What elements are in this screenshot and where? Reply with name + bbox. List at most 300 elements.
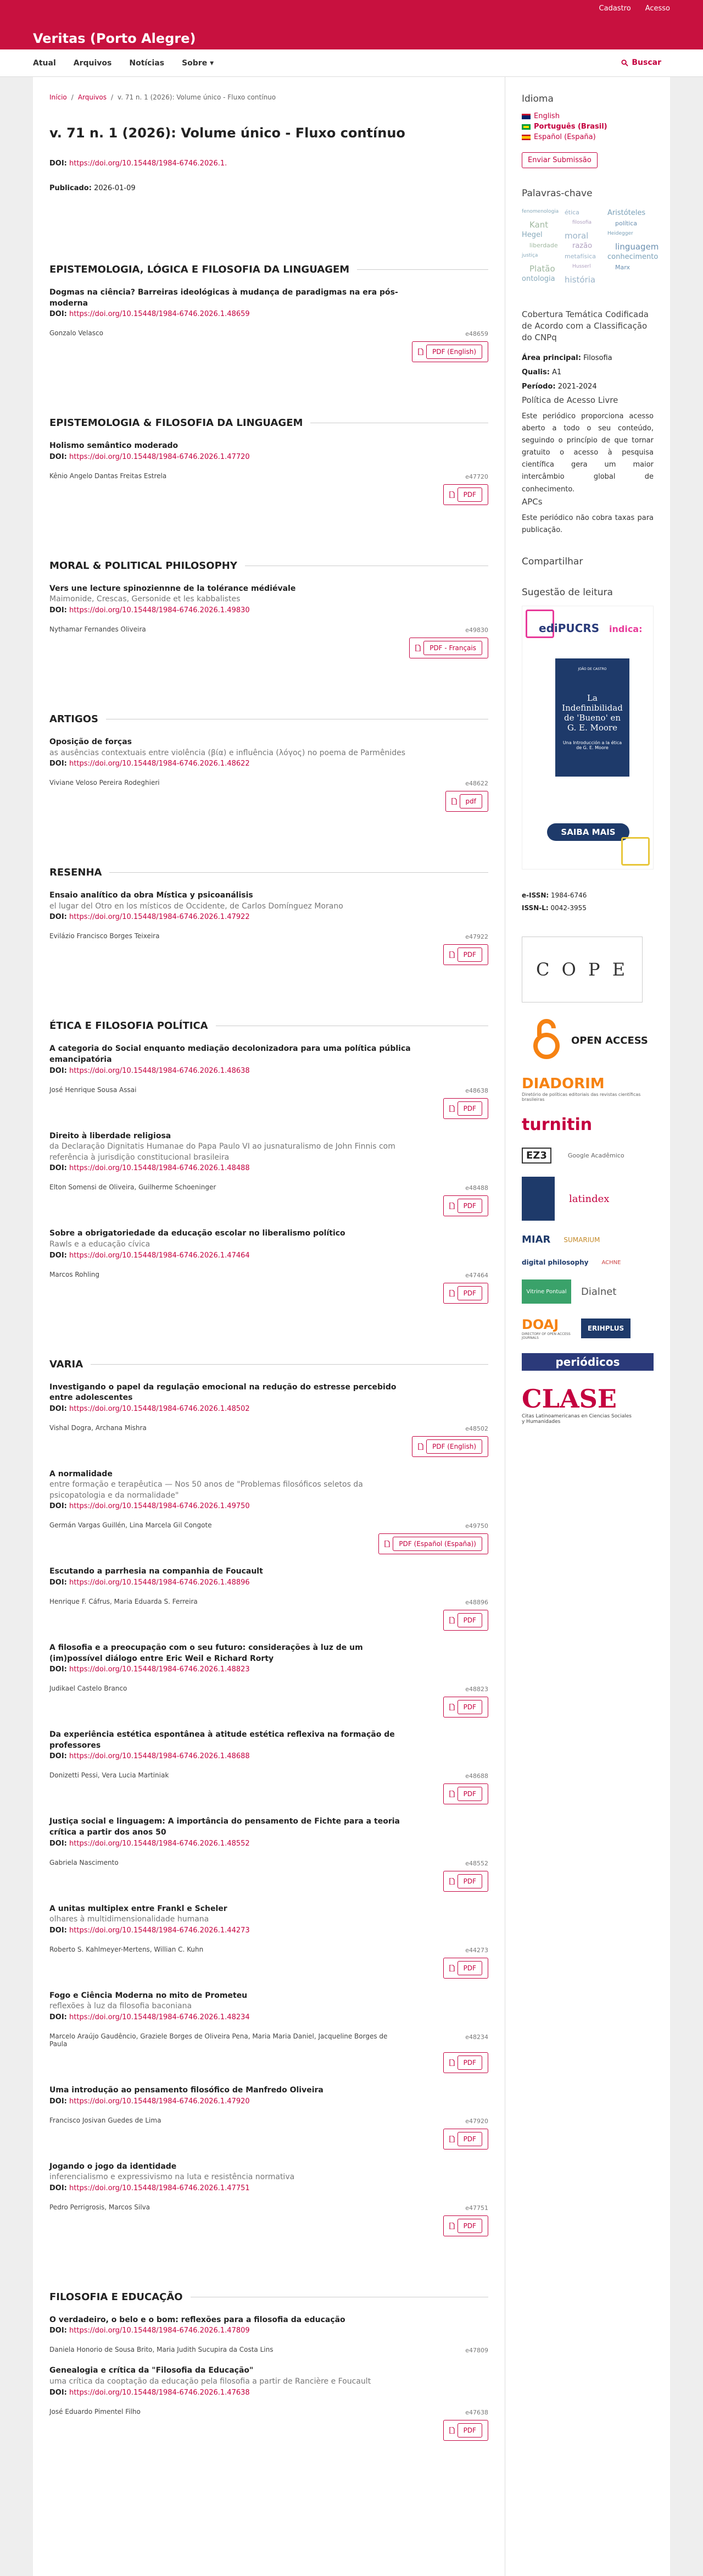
article-item bbox=[49, 1643, 488, 1718]
article-title[interactable]: Escutando a parrhesia na companhia de Foucault bbox=[49, 1567, 263, 1576]
toc-section bbox=[49, 417, 488, 505]
pdf-galley-button[interactable] bbox=[443, 944, 488, 965]
login-link[interactable]: Acesso bbox=[645, 4, 670, 13]
cnpq-list bbox=[522, 351, 654, 394]
article-pages: e47922 bbox=[465, 933, 488, 941]
article-doi-link[interactable]: https://doi.org/10.15448/1984-6746.2026.1.49750 bbox=[69, 1502, 250, 1511]
doi-label: DOI: bbox=[49, 2013, 67, 2021]
breadcrumb-home[interactable]: Início bbox=[49, 93, 67, 101]
article-pages: e48823 bbox=[465, 1686, 488, 1693]
article-authors: José Henrique Sousa Assai bbox=[49, 1085, 137, 1094]
doi-label: DOI: bbox=[49, 2184, 67, 2192]
pdf-galley-button[interactable] bbox=[443, 1871, 488, 1892]
article-pages: e48502 bbox=[465, 1425, 488, 1432]
article-doi bbox=[49, 1405, 488, 1413]
article-title[interactable]: A categoria do Social enquanto mediação decolonizadora para uma política pública emancipatória bbox=[49, 1044, 411, 1064]
section-heading bbox=[49, 560, 488, 572]
article-doi bbox=[49, 310, 488, 318]
book-cover bbox=[555, 658, 629, 777]
cnpq-key: Qualis: bbox=[522, 368, 550, 376]
galley-label: PDF bbox=[457, 1101, 482, 1116]
article-authors: Evilázio Francisco Borges Teixeira bbox=[49, 932, 160, 940]
article-item bbox=[49, 1904, 488, 1979]
doi-label: DOI: bbox=[49, 159, 67, 168]
article-doi-link[interactable]: https://doi.org/10.15448/1984-6746.2026.1.47720 bbox=[69, 452, 250, 461]
keyword-tag[interactable]: liberdade bbox=[529, 242, 558, 249]
article-title[interactable]: Uma introdução ao pensamento filosófico de Manfredo Oliveira bbox=[49, 2086, 323, 2095]
article-doi-link[interactable]: https://doi.org/10.15448/1984-6746.2026.1.48823 bbox=[69, 1665, 250, 1674]
breadcrumb-current: v. 71 n. 1 (2026): Volume único - Fluxo contínuo bbox=[118, 93, 276, 101]
section-title: ÉTICA E FILOSOFIA POLÍTICA bbox=[49, 1020, 208, 1032]
pdf-galley-button[interactable] bbox=[443, 2215, 488, 2236]
cnpq-value: A1 bbox=[552, 368, 562, 376]
doi-label: DOI: bbox=[49, 1665, 67, 1674]
book-ad[interactable] bbox=[522, 606, 654, 869]
article-pages: e48659 bbox=[465, 330, 488, 338]
article-doi bbox=[49, 1840, 488, 1848]
doi-label: DOI: bbox=[49, 606, 67, 614]
keyword-tag[interactable]: Kant bbox=[529, 220, 549, 230]
article-item bbox=[49, 890, 488, 965]
article-pages: e47464 bbox=[465, 1271, 488, 1279]
diadorim-logo[interactable]: DIADORIM Diretório de políticas editoriais das revistas científicas brasileiras bbox=[522, 1076, 641, 1103]
galley-label: PDF bbox=[457, 1286, 482, 1300]
article-doi-link[interactable]: https://doi.org/10.15448/1984-6746.2026.1.47751 bbox=[69, 2184, 250, 2192]
article-doi bbox=[49, 453, 488, 461]
article-authors: Kênio Angelo Dantas Freitas Estrela bbox=[49, 472, 167, 480]
turnitin-logo[interactable]: turnitin bbox=[522, 1115, 593, 1135]
article-item bbox=[49, 584, 488, 658]
article-subtitle: olhares à multidimensionalidade humana bbox=[49, 1915, 209, 1924]
article-doi bbox=[49, 913, 488, 921]
article-doi-link[interactable]: https://doi.org/10.15448/1984-6746.2026.1.47638 bbox=[69, 2388, 250, 2397]
section-heading bbox=[49, 867, 488, 878]
article-doi-link[interactable]: https://doi.org/10.15448/1984-6746.2026.1.48688 bbox=[69, 1752, 250, 1761]
published-label: Publicado: bbox=[49, 184, 92, 192]
article-title[interactable]: Justiça social e linguagem: A importância do pensamento de Fichte para a teoria crítica a partir dos anos 50 bbox=[49, 1817, 400, 1837]
article-doi bbox=[49, 1502, 488, 1510]
sidebar bbox=[505, 77, 670, 2576]
keyword-tag[interactable]: metafísica bbox=[565, 253, 596, 260]
article-subtitle: el lugar del Otro en los místicos de Occidente, de Carlos Domínguez Morano bbox=[49, 901, 343, 911]
article-authors: Pedro Perrigrosis, Marcos Silva bbox=[49, 2203, 150, 2211]
toc-section bbox=[49, 560, 488, 658]
periodicos-logo[interactable]: periódicos bbox=[522, 1353, 654, 1371]
site-title[interactable]: Veritas (Porto Alegre) bbox=[33, 31, 196, 46]
open-access-icon bbox=[522, 1018, 571, 1062]
page-container bbox=[33, 77, 670, 2576]
section-heading bbox=[49, 713, 488, 725]
article-item bbox=[49, 1991, 488, 2073]
section-heading bbox=[49, 264, 488, 275]
keyword-tag[interactable]: Hegel bbox=[522, 231, 543, 239]
article-doi bbox=[49, 1926, 488, 1935]
article-item bbox=[49, 441, 488, 505]
article-doi bbox=[49, 606, 488, 614]
section-rule bbox=[91, 1364, 488, 1365]
article-doi bbox=[49, 2013, 488, 2021]
galley-label: PDF (English) bbox=[426, 345, 482, 359]
doi-label: DOI: bbox=[49, 1404, 67, 1413]
article-pages: e48638 bbox=[465, 1087, 488, 1094]
article-authors: Vishal Dogra, Archana Mishra bbox=[49, 1423, 147, 1432]
book-subtitle: Una Introducción a la ética de G. E. Moore bbox=[562, 740, 622, 750]
book-title: La Indefinibilidad de 'Bueno' en G. E. Moore bbox=[562, 693, 623, 733]
site-header bbox=[0, 0, 703, 49]
pdf-galley-button[interactable] bbox=[443, 1098, 488, 1119]
galley-label: PDF (English) bbox=[426, 1439, 482, 1454]
article-item bbox=[49, 1228, 488, 1303]
keyword-tag[interactable]: moral bbox=[565, 231, 589, 241]
submit-button[interactable]: Enviar Submissão bbox=[522, 152, 598, 168]
article-doi bbox=[49, 1752, 488, 1760]
article-item bbox=[49, 2162, 488, 2236]
table-of-contents bbox=[49, 264, 488, 2441]
article-pages: e48234 bbox=[465, 2034, 488, 2041]
article-authors: Germán Vargas Guillén, Lina Marcela Gil Congote bbox=[49, 1521, 212, 1530]
ez3-google-logos[interactable]: EZ3 Google Acadêmico bbox=[522, 1148, 654, 1164]
doi-label: DOI: bbox=[49, 2097, 67, 2106]
primary-nav bbox=[0, 49, 703, 77]
doi-label: DOI: bbox=[49, 760, 67, 768]
keyword-tag[interactable]: história bbox=[565, 275, 596, 285]
article-title[interactable]: A normalidade bbox=[49, 1469, 113, 1478]
ad-tag: indica: bbox=[609, 623, 643, 634]
cope-logo[interactable]: C O P E bbox=[522, 934, 654, 1005]
pdf-galley-button[interactable] bbox=[378, 1533, 488, 1554]
pdf-galley-button[interactable] bbox=[445, 791, 488, 812]
doi-label: DOI: bbox=[49, 2326, 67, 2335]
toc-section bbox=[49, 1020, 488, 1303]
article-authors: Gabriela Nascimento bbox=[49, 1858, 119, 1866]
lang-portuguese[interactable]: Português (Brasil) bbox=[522, 123, 654, 131]
article-subtitle: as ausências contextuais entre violência (βία) e influência (λόγος) no poema de Parmênides bbox=[49, 748, 406, 757]
article-title[interactable]: Sobre a obrigatoriedade da educação escolar no liberalismo político bbox=[49, 1229, 345, 1238]
keyword-tag[interactable]: ética bbox=[565, 209, 579, 216]
file-pdf-icon bbox=[449, 951, 455, 958]
pdf-galley-button[interactable] bbox=[443, 2129, 488, 2150]
section-heading bbox=[49, 1020, 488, 1032]
pdf-galley-button[interactable] bbox=[443, 2420, 488, 2441]
spain-flag-icon bbox=[522, 135, 531, 140]
doi-label: DOI: bbox=[49, 1502, 67, 1511]
keyword-tag[interactable]: Husserl bbox=[572, 264, 591, 269]
article-authors: Francisco Josivan Guedes de Lima bbox=[49, 2116, 161, 2124]
article-doi-link[interactable]: https://doi.org/10.15448/1984-6746.2026.1.48896 bbox=[69, 1578, 250, 1587]
article-pages: e47809 bbox=[465, 2347, 488, 2355]
galley-label: PDF bbox=[457, 1874, 482, 1888]
article-title[interactable]: O verdadeiro, o belo e o bom: reflexões para a filosofia da educação bbox=[49, 2315, 345, 2324]
article-subtitle: entre formação e terapêutica — Nos 50 anos de "Problemas filosóficos seletos da psicopatologia e da normalidade" bbox=[49, 1480, 363, 1500]
pdf-galley-button[interactable] bbox=[443, 1697, 488, 1718]
file-pdf-icon bbox=[449, 1704, 455, 1710]
article-doi bbox=[49, 1251, 488, 1260]
article-pages: e48688 bbox=[465, 1772, 488, 1780]
suggestion-title: Sugestão de leitura bbox=[522, 586, 613, 598]
article-title[interactable]: A filosofia e a preocupação com o seu futuro: considerações à luz de um (im)possível diálogo entre Eric Weil e Richard Rorty bbox=[49, 1643, 363, 1663]
galley-label: PDF - Français bbox=[423, 641, 482, 655]
article-doi-link[interactable]: https://doi.org/10.15448/1984-6746.2026.1.47809 bbox=[69, 2326, 250, 2335]
article-item bbox=[49, 1469, 488, 1555]
article-pages: e47751 bbox=[465, 2204, 488, 2212]
section-heading bbox=[49, 1359, 488, 1370]
lang-english[interactable]: English bbox=[522, 112, 654, 120]
article-doi bbox=[49, 2326, 488, 2335]
brazil-flag-icon bbox=[522, 124, 531, 130]
article-subtitle: reflexões à luz da filosofia baconiana bbox=[49, 2002, 192, 2011]
article-authors: Marcelo Araújo Gaudêncio, Graziele Borges de Oliveira Pena, Maria Maria Daniel, Jacqueline Borges de Paula bbox=[49, 2032, 388, 2048]
keyword-tag[interactable]: ontologia bbox=[522, 275, 555, 283]
article-title[interactable]: Direito à liberdade religiosa bbox=[49, 1131, 171, 1140]
galley-label: PDF bbox=[457, 2423, 482, 2437]
article-title[interactable]: Investigando o papel da regulação emocional na redução do estresse percebido entre adolescentes bbox=[49, 1382, 397, 1403]
toc-section bbox=[49, 2291, 488, 2441]
issue-doi bbox=[49, 159, 488, 168]
pdf-galley-button[interactable] bbox=[443, 1958, 488, 1979]
article-subtitle: da Declaração Dignitatis Humanae do Papa Paulo VI ao jusnaturalismo de John Finnis com referência à jurisdição constitucional brasileira bbox=[49, 1142, 395, 1162]
register-link[interactable]: Cadastro bbox=[599, 4, 631, 13]
lang-spanish[interactable]: Español (España) bbox=[522, 133, 654, 141]
article-pages: e49830 bbox=[465, 626, 488, 634]
galley-label: pdf bbox=[460, 794, 482, 808]
article-authors: Elton Somensi de Oliveira, Guilherme Schoeninger bbox=[49, 1183, 216, 1192]
published-date: 2026-01-09 bbox=[94, 184, 136, 192]
article-doi-link[interactable]: https://doi.org/10.15448/1984-6746.2026.1.48622 bbox=[69, 760, 250, 768]
article-doi-link[interactable]: https://doi.org/10.15448/1984-6746.2026.1.48552 bbox=[69, 1839, 250, 1848]
article-title[interactable]: Ensaio analítico da obra Mística y psicoanálisis bbox=[49, 891, 253, 900]
doi-label: DOI: bbox=[49, 1578, 67, 1587]
article-item bbox=[49, 1566, 488, 1631]
breadcrumb-separator: / bbox=[71, 93, 74, 101]
pdf-galley-button[interactable] bbox=[443, 1783, 488, 1804]
share-block bbox=[522, 556, 654, 567]
article-doi-link[interactable]: https://doi.org/10.15448/1984-6746.2026.1.44273 bbox=[69, 1926, 250, 1935]
keyword-cloud bbox=[522, 207, 659, 289]
article-doi-link[interactable]: https://doi.org/10.15448/1984-6746.2026.1.48234 bbox=[69, 2013, 250, 2021]
nav-about[interactable]: Sobre ▾ bbox=[182, 59, 214, 68]
article-title[interactable]: Vers une lecture spinoziennne de la tolérance médiévale bbox=[49, 584, 296, 593]
pdf-galley-button[interactable] bbox=[412, 341, 488, 362]
article-authors: Judikael Castelo Branco bbox=[49, 1685, 127, 1693]
section-title: RESENHA bbox=[49, 867, 102, 879]
article-doi-link[interactable]: https://doi.org/10.15448/1984-6746.2026.1.48659 bbox=[69, 310, 250, 319]
doi-label: DOI: bbox=[49, 2388, 67, 2397]
article-item bbox=[49, 2366, 488, 2440]
file-pdf-icon bbox=[415, 645, 421, 651]
file-pdf-icon bbox=[449, 491, 455, 498]
article-item bbox=[49, 1044, 488, 1118]
article-doi-link[interactable]: https://doi.org/10.15448/1984-6746.2026.1.47922 bbox=[69, 913, 250, 922]
keyword-tag[interactable]: conhecimento bbox=[607, 253, 659, 261]
file-pdf-icon bbox=[449, 1965, 455, 1971]
article-doi-link[interactable]: https://doi.org/10.15448/1984-6746.2026.1.48488 bbox=[69, 1164, 250, 1173]
section-rule bbox=[109, 872, 488, 873]
ad-frame-corner bbox=[621, 837, 650, 866]
article-authors: Viviane Veloso Pereira Rodeghieri bbox=[49, 779, 160, 787]
article-title[interactable]: A unitas multiplex entre Frankl e Scheler bbox=[49, 1904, 227, 1913]
pdf-galley-button[interactable] bbox=[443, 2052, 488, 2073]
uk-flag-icon bbox=[522, 114, 531, 119]
file-pdf-icon bbox=[449, 1791, 455, 1797]
file-pdf-icon bbox=[449, 1878, 455, 1885]
article-subtitle: Rawls e a educação cívica bbox=[49, 1239, 150, 1249]
section-title: FILOSOFIA E EDUCAÇÃO bbox=[49, 2291, 183, 2303]
keyword-tag[interactable]: Marx bbox=[615, 264, 630, 271]
keyword-tag[interactable]: política bbox=[615, 220, 637, 227]
file-pdf-icon bbox=[449, 2427, 455, 2434]
issn-value: 0042-3955 bbox=[550, 904, 587, 912]
miar-sumarium-logos[interactable]: MIAR SUMARIUM bbox=[522, 1234, 600, 1246]
suggestion-block bbox=[522, 587, 654, 869]
keyword-tag[interactable]: razão bbox=[572, 242, 593, 250]
toc-section bbox=[49, 1359, 488, 2236]
article-pages: e47920 bbox=[465, 2117, 488, 2125]
breadcrumb-archives[interactable]: Arquivos bbox=[77, 93, 107, 101]
article-title[interactable]: Genealogia e crítica da "Filosofia da Educação" bbox=[49, 2366, 254, 2375]
toc-section bbox=[49, 264, 488, 362]
issn-block bbox=[522, 889, 654, 915]
file-pdf-icon bbox=[449, 2223, 455, 2229]
article-item bbox=[49, 737, 488, 812]
file-pdf-icon bbox=[449, 1203, 455, 1209]
language-block bbox=[522, 93, 654, 168]
doaj-erih-logos[interactable]: DOAJ DIRECTORY OF OPEN ACCESS JOURNALS ERIHPLUS bbox=[522, 1317, 654, 1340]
toc-section bbox=[49, 713, 488, 812]
file-pdf-icon bbox=[449, 2136, 455, 2142]
article-authors: Daniela Honorio de Sousa Brito, Maria Judith Sucupira da Costa Lins bbox=[49, 2346, 274, 2354]
page-title: v. 71 n. 1 (2026): Volume único - Fluxo contínuo bbox=[49, 125, 405, 141]
issn-key: e-ISSN: bbox=[522, 891, 549, 899]
article-doi-link[interactable]: https://doi.org/10.15448/1984-6746.2026.1.47920 bbox=[69, 2097, 250, 2106]
share-title: Compartilhar bbox=[522, 556, 583, 567]
cnpq-block bbox=[522, 309, 654, 536]
article-doi-link[interactable]: https://doi.org/10.15448/1984-6746.2026.1.47464 bbox=[69, 1251, 250, 1260]
article-authors: Henrique F. Cáfrus, Maria Eduarda S. Ferreira bbox=[49, 1598, 198, 1606]
article-doi bbox=[49, 2184, 488, 2192]
doi-label: DOI: bbox=[49, 1251, 67, 1260]
keyword-tag[interactable]: justiça bbox=[522, 253, 538, 258]
article-authors: Gonzalo Velasco bbox=[49, 329, 103, 337]
article-pages: e48622 bbox=[465, 780, 488, 788]
pdf-galley-button[interactable] bbox=[443, 1195, 488, 1216]
keyword-tag[interactable]: filosofia bbox=[572, 220, 592, 225]
keyword-tag[interactable]: fenomenologia bbox=[522, 209, 559, 214]
section-title: EPISTEMOLOGIA & FILOSOFIA DA LINGUAGEM bbox=[49, 417, 303, 429]
doi-label: DOI: bbox=[49, 1926, 67, 1935]
main-content bbox=[33, 77, 505, 2576]
issn-key: ISSN-L: bbox=[522, 904, 549, 912]
latindex-logo[interactable]: latindex bbox=[522, 1177, 654, 1221]
book-author: JOÃO DE CASTRO bbox=[578, 667, 607, 671]
article-authors: José Eduardo Pimentel Filho bbox=[49, 2407, 141, 2416]
keyword-tag[interactable]: linguagem bbox=[615, 242, 659, 252]
doi-label: DOI: bbox=[49, 452, 67, 461]
article-title[interactable]: Jogando o jogo da identidade bbox=[49, 2162, 177, 2171]
pdf-galley-button[interactable] bbox=[443, 1283, 488, 1304]
doi-label: DOI: bbox=[49, 1066, 67, 1075]
philpapers-achne-logos[interactable]: digital philosophy ACHNE bbox=[522, 1259, 621, 1267]
keyword-tag[interactable]: Platão bbox=[529, 264, 555, 274]
search-icon bbox=[621, 59, 628, 67]
nav-news[interactable]: Notícias bbox=[129, 59, 165, 68]
pdf-galley-button[interactable] bbox=[412, 1436, 488, 1457]
galley-label: PDF bbox=[457, 1199, 482, 1213]
galley-label: PDF bbox=[457, 1961, 482, 1975]
article-item bbox=[49, 2085, 488, 2150]
doi-label: DOI: bbox=[49, 310, 67, 319]
article-item bbox=[49, 287, 488, 362]
galley-label: PDF bbox=[457, 2132, 482, 2146]
file-pdf-icon bbox=[451, 798, 457, 805]
file-pdf-icon bbox=[449, 1617, 455, 1624]
article-title[interactable]: Fogo e Ciência Moderna no mito de Prometeu bbox=[49, 1991, 248, 2000]
file-pdf-icon bbox=[449, 1290, 455, 1297]
article-doi bbox=[49, 1578, 488, 1587]
issue-doi-link[interactable]: https://doi.org/10.15448/1984-6746.2026.1. bbox=[69, 159, 227, 168]
file-pdf-icon bbox=[449, 2059, 455, 2066]
article-authors: Roberto S. Kahlmeyer-Mertens, Willian C. Kuhn bbox=[49, 1945, 204, 1953]
apcs-title: APCs bbox=[522, 496, 543, 507]
article-doi-link[interactable]: https://doi.org/10.15448/1984-6746.2026.1.48502 bbox=[69, 1404, 250, 1413]
section-heading bbox=[49, 2291, 488, 2303]
article-doi bbox=[49, 1164, 488, 1172]
article-doi-link[interactable]: https://doi.org/10.15448/1984-6746.2026.1.48638 bbox=[69, 1066, 250, 1075]
article-title[interactable]: Da experiência estética espontânea à atitude estética reflexiva na formação de professores bbox=[49, 1730, 395, 1750]
keyword-tag[interactable]: Aristóteles bbox=[607, 209, 646, 217]
article-pages: e44273 bbox=[465, 1946, 488, 1954]
nav-current[interactable]: Atual bbox=[33, 59, 56, 68]
pdf-galley-button[interactable] bbox=[443, 484, 488, 505]
section-heading bbox=[49, 417, 488, 429]
article-doi-link[interactable]: https://doi.org/10.15448/1984-6746.2026.1.49830 bbox=[69, 606, 250, 614]
galley-label: PDF bbox=[457, 2219, 482, 2233]
apcs-text: Este periódico não cobra taxas para publicação. bbox=[522, 513, 654, 534]
doi-label: DOI: bbox=[49, 1839, 67, 1848]
pdf-galley-button[interactable] bbox=[409, 638, 488, 658]
article-title[interactable]: Holismo semântico moderado bbox=[49, 441, 178, 451]
cnpq-key: Período: bbox=[522, 383, 556, 391]
article-doi bbox=[49, 2097, 488, 2106]
article-pages: e48896 bbox=[465, 1599, 488, 1606]
article-subtitle: uma crítica da cooptação da educação pela filosofia a partir de Rancière e Foucault bbox=[49, 2376, 371, 2386]
article-pages: e49750 bbox=[465, 1522, 488, 1530]
file-pdf-icon bbox=[449, 1105, 455, 1112]
nav-archives[interactable]: Arquivos bbox=[73, 59, 112, 68]
search-link[interactable] bbox=[621, 58, 661, 67]
latindex-book-icon bbox=[522, 1177, 555, 1221]
ad-cta-button[interactable]: SAIBA MAIS bbox=[547, 823, 629, 841]
vitrine-dialnet-logos[interactable]: Vitrine Pontual Dialnet bbox=[522, 1279, 654, 1304]
breadcrumb-separator: / bbox=[111, 93, 114, 101]
galley-label: PDF bbox=[457, 487, 482, 502]
article-subtitle: inferencialismo e expressivismo na luta e resistência normativa bbox=[49, 2173, 295, 2182]
open-access-logo[interactable]: OPEN ACCESS bbox=[522, 1018, 654, 1062]
open-access-text: Este periódico proporciona acesso aberto a todo o seu conteúdo, seguindo o princípio de que tornar gratuito o acesso à pesquisa científica gera um maior intercâmbio global de conhecimento. bbox=[522, 412, 654, 494]
pdf-galley-button[interactable] bbox=[443, 1610, 488, 1631]
article-title[interactable]: Dogmas na ciência? Barreiras ideológicas à mudança de paradigmas na era pós-moderna bbox=[49, 288, 398, 308]
doi-label: DOI: bbox=[49, 1752, 67, 1761]
file-pdf-icon bbox=[418, 348, 423, 355]
article-item bbox=[49, 1816, 488, 1891]
article-title[interactable]: Oposição de forças bbox=[49, 737, 132, 746]
keywords-title: Palavras-chave bbox=[522, 188, 593, 199]
keyword-tag[interactable]: Heidegger bbox=[607, 231, 633, 236]
cnpq-title: Cobertura Temática Codificada de Acordo com a Classificação do CNPq bbox=[522, 309, 649, 342]
clase-logo[interactable]: CLASE Citas Latinoamericanas en Ciencias Sociales y Humanidades bbox=[522, 1384, 632, 1425]
issue-published bbox=[49, 184, 488, 192]
article-item bbox=[49, 1730, 488, 1804]
ad-brand: ediPUCRS bbox=[539, 621, 600, 635]
